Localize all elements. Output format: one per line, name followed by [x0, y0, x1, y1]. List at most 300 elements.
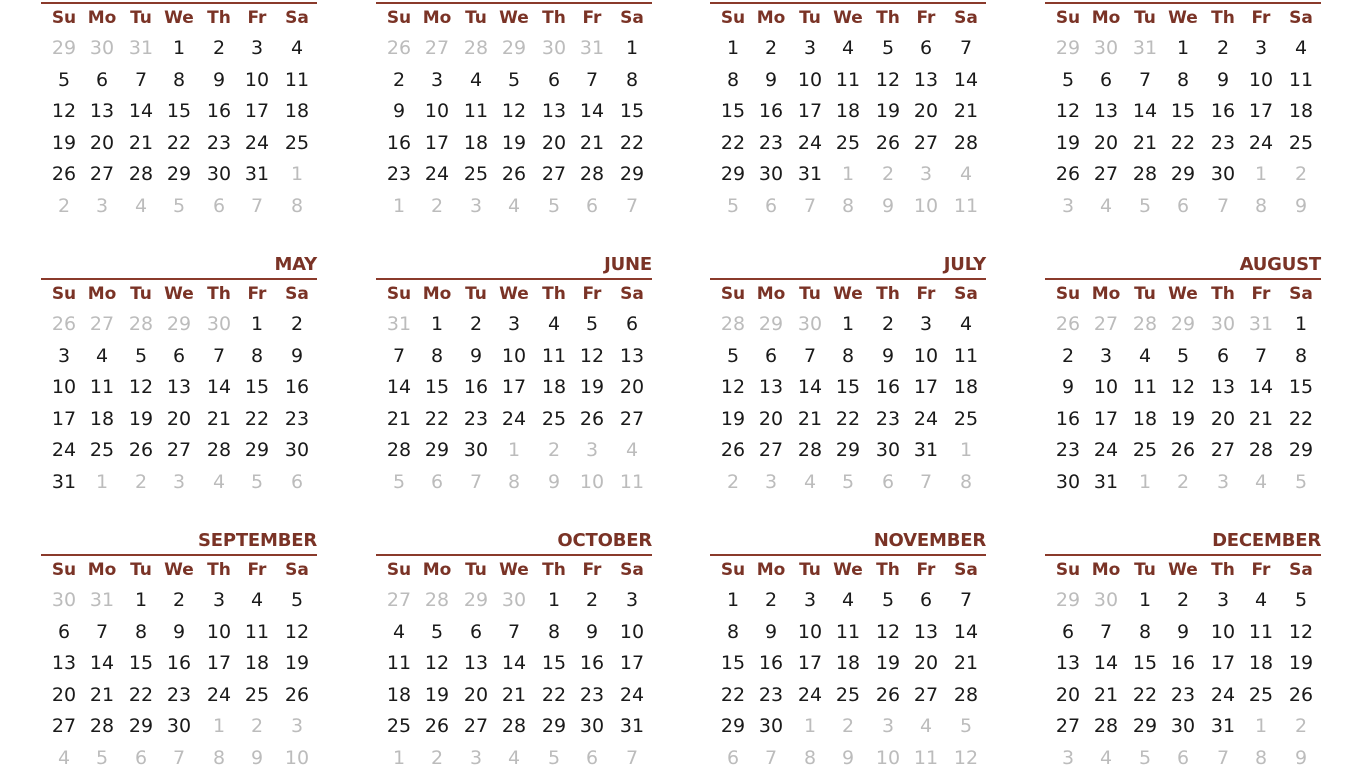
day-cell: 25	[1248, 683, 1274, 706]
day-cell: 27	[166, 439, 192, 461]
adjacent-month-day: 7	[172, 746, 186, 769]
weekday-label: Fr	[582, 8, 602, 28]
day-cell: 16	[166, 652, 192, 674]
adjacent-month-day: 2	[881, 163, 895, 185]
week-row	[714, 651, 990, 675]
adjacent-month-day: 31	[579, 37, 605, 59]
weekday-label: Fr	[916, 8, 936, 28]
adjacent-month-day: 28	[720, 313, 746, 335]
day-cell: 20	[913, 652, 939, 674]
weekday-label: Fr	[247, 8, 267, 28]
weekday-label: Sa	[1289, 8, 1313, 28]
weekday-label: Mo	[87, 560, 117, 580]
weekday-label: Tu	[1134, 284, 1156, 304]
day-cell: 13	[913, 620, 939, 643]
weekday-label: Mo	[87, 8, 117, 28]
day-cell: 21	[386, 407, 412, 430]
day-cell: 23	[758, 683, 784, 706]
weekday-label: Th	[542, 8, 566, 28]
day-cell: 21	[797, 407, 823, 430]
weekday-label: Tu	[130, 8, 152, 28]
week-row	[45, 99, 321, 123]
adjacent-month-day: 30	[797, 313, 823, 335]
day-cell: 23	[463, 407, 489, 430]
week-row	[380, 36, 656, 60]
adjacent-month-day: 29	[501, 37, 527, 59]
day-cell: 23	[1170, 683, 1196, 706]
day-cell: 10	[206, 620, 232, 643]
day-cell: 27	[89, 163, 115, 185]
adjacent-month-day: 8	[1254, 194, 1268, 217]
weekday-label: Su	[1055, 8, 1081, 28]
weekday-label: Fr	[1251, 284, 1271, 304]
week-row	[45, 407, 321, 431]
day-cell: 1	[726, 589, 740, 611]
day-cell: 2	[172, 589, 186, 611]
weekday-label: Th	[1211, 560, 1235, 580]
day-cell: 7	[1099, 620, 1113, 643]
day-cell: 10	[244, 68, 270, 91]
week-row	[1049, 746, 1325, 770]
day-cell: 14	[1132, 100, 1158, 122]
week-row	[380, 683, 656, 707]
adjacent-month-day: 1	[392, 746, 406, 769]
day-cell: 21	[1132, 131, 1158, 154]
weekday-label: Su	[51, 8, 77, 28]
adjacent-month-day: 31	[89, 589, 115, 611]
adjacent-month-day: 11	[913, 746, 939, 769]
weekday-label: Tu	[130, 560, 152, 580]
week-row	[1049, 162, 1325, 186]
adjacent-month-day: 1	[1138, 470, 1152, 493]
month-title: AUGUST	[1239, 254, 1321, 275]
day-cell: 24	[51, 439, 77, 461]
day-cell: 16	[1170, 652, 1196, 674]
day-cell: 8	[1138, 620, 1152, 643]
day-cell: 18	[244, 652, 270, 674]
day-cell: 20	[1055, 683, 1081, 706]
day-cell: 26	[720, 439, 746, 461]
adjacent-month-day: 1	[1254, 163, 1268, 185]
day-cell: 26	[875, 683, 901, 706]
day-cell: 16	[579, 652, 605, 674]
month-divider	[710, 2, 986, 4]
day-cell: 2	[764, 37, 778, 59]
day-cell: 17	[797, 100, 823, 122]
adjacent-month-day: 28	[424, 589, 450, 611]
day-cell: 20	[619, 376, 645, 398]
month-divider	[1045, 2, 1321, 4]
adjacent-month-day: 2	[250, 715, 264, 737]
week-row	[714, 36, 990, 60]
weekday-label: Th	[542, 284, 566, 304]
adjacent-month-day: 1	[212, 715, 226, 737]
weekday-label: We	[833, 560, 863, 580]
day-cell: 19	[501, 131, 527, 154]
day-cell: 29	[720, 163, 746, 185]
day-cell: 3	[507, 313, 521, 335]
weekday-label: Tu	[799, 560, 821, 580]
weekday-label: Fr	[582, 284, 602, 304]
weekday-label: Fr	[247, 284, 267, 304]
adjacent-month-day: 4	[507, 194, 521, 217]
day-cell: 25	[835, 131, 861, 154]
day-cell: 24	[913, 407, 939, 430]
day-cell: 4	[250, 589, 264, 611]
day-cell: 16	[386, 131, 412, 154]
day-cell: 5	[430, 620, 444, 643]
day-cell: 12	[424, 652, 450, 674]
weekday-label: Su	[1055, 284, 1081, 304]
week-row	[1049, 714, 1325, 738]
day-cell: 14	[128, 100, 154, 122]
day-cell: 10	[424, 100, 450, 122]
month-title	[380, 0, 656, 1]
day-cell: 3	[57, 344, 71, 367]
adjacent-month-day: 6	[585, 194, 599, 217]
week-row	[380, 746, 656, 770]
week-row	[1049, 438, 1325, 462]
day-cell: 6	[469, 620, 483, 643]
adjacent-month-day: 3	[881, 715, 895, 737]
adjacent-month-day: 10	[284, 746, 310, 769]
weekday-label: Tu	[1134, 8, 1156, 28]
day-cell: 14	[89, 652, 115, 674]
week-row	[380, 407, 656, 431]
adjacent-month-day: 28	[128, 313, 154, 335]
day-cell: 1	[1176, 37, 1190, 59]
week-row	[45, 68, 321, 92]
weekday-label: Sa	[954, 8, 978, 28]
adjacent-month-day: 26	[1055, 313, 1081, 335]
day-cell: 25	[89, 439, 115, 461]
day-cell: 14	[953, 68, 979, 91]
adjacent-month-day: 7	[625, 194, 639, 217]
day-cell: 27	[619, 407, 645, 430]
day-cell: 17	[244, 100, 270, 122]
day-cell: 19	[284, 652, 310, 674]
day-cell: 3	[1254, 37, 1268, 59]
weekday-label: Mo	[1091, 284, 1121, 304]
day-cell: 2	[1176, 589, 1190, 611]
day-cell: 14	[501, 652, 527, 674]
weekday-label: Tu	[130, 284, 152, 304]
day-cell: 8	[1176, 68, 1190, 91]
adjacent-month-day: 1	[507, 439, 521, 461]
day-cell: 18	[1288, 100, 1314, 122]
day-cell: 8	[172, 68, 186, 91]
week-row	[45, 162, 321, 186]
day-cell: 13	[1093, 100, 1119, 122]
day-cell: 16	[1055, 407, 1081, 430]
adjacent-month-day: 26	[51, 313, 77, 335]
day-cell: 6	[57, 620, 71, 643]
day-cell: 24	[501, 407, 527, 430]
day-cell: 12	[875, 620, 901, 643]
day-cell: 13	[51, 652, 77, 674]
day-cell: 29	[1170, 163, 1196, 185]
adjacent-month-day: 3	[1216, 470, 1230, 493]
weekday-label: Th	[876, 284, 900, 304]
day-cell: 9	[1061, 376, 1075, 398]
day-cell: 16	[284, 376, 310, 398]
adjacent-month-day: 26	[386, 37, 412, 59]
weekday-label: Mo	[1091, 8, 1121, 28]
weekday-label: Su	[720, 8, 746, 28]
adjacent-month-day: 4	[212, 470, 226, 493]
week-row	[1049, 194, 1325, 218]
week-row	[1049, 620, 1325, 644]
day-cell: 4	[547, 313, 561, 335]
weekday-label: We	[164, 8, 194, 28]
day-cell: 23	[386, 163, 412, 185]
weekday-label: We	[499, 8, 529, 28]
day-cell: 30	[758, 715, 784, 737]
adjacent-month-day: 5	[1138, 746, 1152, 769]
week-row	[45, 438, 321, 462]
day-cell: 24	[206, 683, 232, 706]
week-row	[714, 162, 990, 186]
month-title: MAY	[274, 254, 317, 275]
month-divider	[376, 554, 652, 556]
day-cell: 11	[244, 620, 270, 643]
weekday-label: Th	[876, 560, 900, 580]
day-cell: 13	[758, 376, 784, 398]
week-row	[714, 131, 990, 155]
day-cell: 28	[386, 439, 412, 461]
weekday-header	[45, 558, 321, 582]
day-cell: 18	[835, 652, 861, 674]
day-cell: 23	[166, 683, 192, 706]
day-cell: 30	[875, 439, 901, 461]
adjacent-month-day: 6	[585, 746, 599, 769]
day-cell: 22	[835, 407, 861, 430]
day-cell: 25	[386, 715, 412, 737]
weekday-label: Sa	[620, 8, 644, 28]
day-cell: 1	[841, 313, 855, 335]
weekday-label: Mo	[87, 284, 117, 304]
weekday-label: Mo	[422, 8, 452, 28]
day-cell: 30	[284, 439, 310, 461]
day-cell: 5	[726, 344, 740, 367]
weekday-label: Th	[207, 560, 231, 580]
adjacent-month-day: 8	[1254, 746, 1268, 769]
day-cell: 15	[1132, 652, 1158, 674]
day-cell: 5	[585, 313, 599, 335]
day-cell: 8	[134, 620, 148, 643]
day-cell: 7	[507, 620, 521, 643]
day-cell: 22	[424, 407, 450, 430]
adjacent-month-day: 1	[290, 163, 304, 185]
day-cell: 9	[585, 620, 599, 643]
weekday-label: Mo	[422, 284, 452, 304]
day-cell: 12	[720, 376, 746, 398]
adjacent-month-day: 30	[89, 37, 115, 59]
day-cell: 22	[720, 131, 746, 154]
day-cell: 22	[1288, 407, 1314, 430]
weekday-label: Sa	[285, 560, 309, 580]
weekday-label: Su	[386, 560, 412, 580]
day-cell: 20	[758, 407, 784, 430]
adjacent-month-day: 9	[841, 746, 855, 769]
adjacent-month-day: 2	[547, 439, 561, 461]
day-cell: 28	[1248, 439, 1274, 461]
day-cell: 10	[797, 620, 823, 643]
day-cell: 19	[424, 683, 450, 706]
day-cell: 30	[1055, 470, 1081, 493]
day-cell: 25	[463, 163, 489, 185]
weekday-label: Su	[1055, 560, 1081, 580]
day-cell: 28	[501, 715, 527, 737]
day-cell: 21	[128, 131, 154, 154]
adjacent-month-day: 10	[579, 470, 605, 493]
adjacent-month-day: 4	[1099, 194, 1113, 217]
adjacent-month-day: 4	[919, 715, 933, 737]
adjacent-month-day: 9	[1294, 746, 1308, 769]
day-cell: 2	[1061, 344, 1075, 367]
month-divider	[710, 278, 986, 280]
adjacent-month-day: 31	[1248, 313, 1274, 335]
adjacent-month-day: 4	[507, 746, 521, 769]
day-cell: 27	[463, 715, 489, 737]
day-cell: 4	[290, 37, 304, 59]
adjacent-month-day: 29	[51, 37, 77, 59]
day-cell: 26	[579, 407, 605, 430]
day-cell: 22	[1132, 683, 1158, 706]
day-cell: 8	[1294, 344, 1308, 367]
adjacent-month-day: 5	[959, 715, 973, 737]
day-cell: 25	[541, 407, 567, 430]
day-cell: 5	[1294, 589, 1308, 611]
day-cell: 11	[463, 100, 489, 122]
day-cell: 14	[1248, 376, 1274, 398]
day-cell: 31	[1093, 470, 1119, 493]
adjacent-month-day: 30	[501, 589, 527, 611]
day-cell: 26	[1055, 163, 1081, 185]
day-cell: 20	[1210, 407, 1236, 430]
adjacent-month-day: 3	[585, 439, 599, 461]
weekday-label: Tu	[1134, 560, 1156, 580]
day-cell: 12	[501, 100, 527, 122]
adjacent-month-day: 5	[726, 194, 740, 217]
day-cell: 21	[89, 683, 115, 706]
month-title: DECEMBER	[1212, 530, 1321, 551]
day-cell: 5	[1061, 68, 1075, 91]
adjacent-month-day: 3	[290, 715, 304, 737]
month-title: JUNE	[604, 254, 652, 275]
adjacent-month-day: 7	[625, 746, 639, 769]
day-cell: 16	[463, 376, 489, 398]
adjacent-month-day: 5	[1294, 470, 1308, 493]
adjacent-month-day: 11	[953, 194, 979, 217]
adjacent-month-day: 6	[1176, 194, 1190, 217]
day-cell: 22	[720, 683, 746, 706]
day-cell: 17	[913, 376, 939, 398]
weekday-label: Su	[386, 8, 412, 28]
day-cell: 28	[953, 683, 979, 706]
day-cell: 21	[953, 652, 979, 674]
weekday-label: Su	[386, 284, 412, 304]
day-cell: 3	[212, 589, 226, 611]
adjacent-month-day: 29	[1170, 313, 1196, 335]
day-cell: 27	[913, 683, 939, 706]
day-cell: 10	[913, 344, 939, 367]
day-cell: 29	[541, 715, 567, 737]
day-cell: 22	[541, 683, 567, 706]
week-row	[380, 651, 656, 675]
day-cell: 13	[1210, 376, 1236, 398]
weekday-label: Su	[720, 284, 746, 304]
day-cell: 17	[1210, 652, 1236, 674]
week-row	[45, 194, 321, 218]
day-cell: 9	[392, 100, 406, 122]
day-cell: 31	[1210, 715, 1236, 737]
weekday-label: Mo	[756, 560, 786, 580]
day-cell: 27	[1210, 439, 1236, 461]
adjacent-month-day: 10	[875, 746, 901, 769]
day-cell: 9	[469, 344, 483, 367]
weekday-label: Sa	[1289, 284, 1313, 304]
month-divider	[41, 2, 317, 4]
adjacent-month-day: 2	[726, 470, 740, 493]
week-row	[380, 375, 656, 399]
weekday-label: Sa	[285, 8, 309, 28]
adjacent-month-day: 5	[1138, 194, 1152, 217]
day-cell: 2	[469, 313, 483, 335]
day-cell: 25	[835, 683, 861, 706]
day-cell: 9	[764, 68, 778, 91]
day-cell: 3	[430, 68, 444, 91]
day-cell: 3	[919, 313, 933, 335]
adjacent-month-day: 29	[1055, 589, 1081, 611]
day-cell: 27	[51, 715, 77, 737]
adjacent-month-day: 27	[386, 589, 412, 611]
month-title: NOVEMBER	[873, 530, 986, 551]
month-title: OCTOBER	[557, 530, 652, 551]
day-cell: 11	[953, 344, 979, 367]
day-cell: 24	[1210, 683, 1236, 706]
day-cell: 30	[758, 163, 784, 185]
week-row	[1049, 68, 1325, 92]
day-cell: 29	[424, 439, 450, 461]
month-divider	[710, 554, 986, 556]
week-row	[714, 99, 990, 123]
day-cell: 20	[541, 131, 567, 154]
week-row	[380, 714, 656, 738]
adjacent-month-day: 6	[212, 194, 226, 217]
week-row	[1049, 131, 1325, 155]
day-cell: 12	[128, 376, 154, 398]
day-cell: 12	[875, 68, 901, 91]
day-cell: 5	[507, 68, 521, 91]
day-cell: 28	[128, 163, 154, 185]
adjacent-month-day: 30	[1210, 313, 1236, 335]
adjacent-month-day: 6	[726, 746, 740, 769]
adjacent-month-day: 2	[1294, 163, 1308, 185]
day-cell: 6	[1099, 68, 1113, 91]
adjacent-month-day: 27	[89, 313, 115, 335]
adjacent-month-day: 12	[953, 746, 979, 769]
day-cell: 4	[95, 344, 109, 367]
day-cell: 26	[128, 439, 154, 461]
weekday-header	[380, 282, 656, 306]
day-cell: 6	[919, 589, 933, 611]
adjacent-month-day: 30	[541, 37, 567, 59]
day-cell: 15	[128, 652, 154, 674]
day-cell: 7	[959, 589, 973, 611]
day-cell: 6	[919, 37, 933, 59]
adjacent-month-day: 5	[547, 194, 561, 217]
